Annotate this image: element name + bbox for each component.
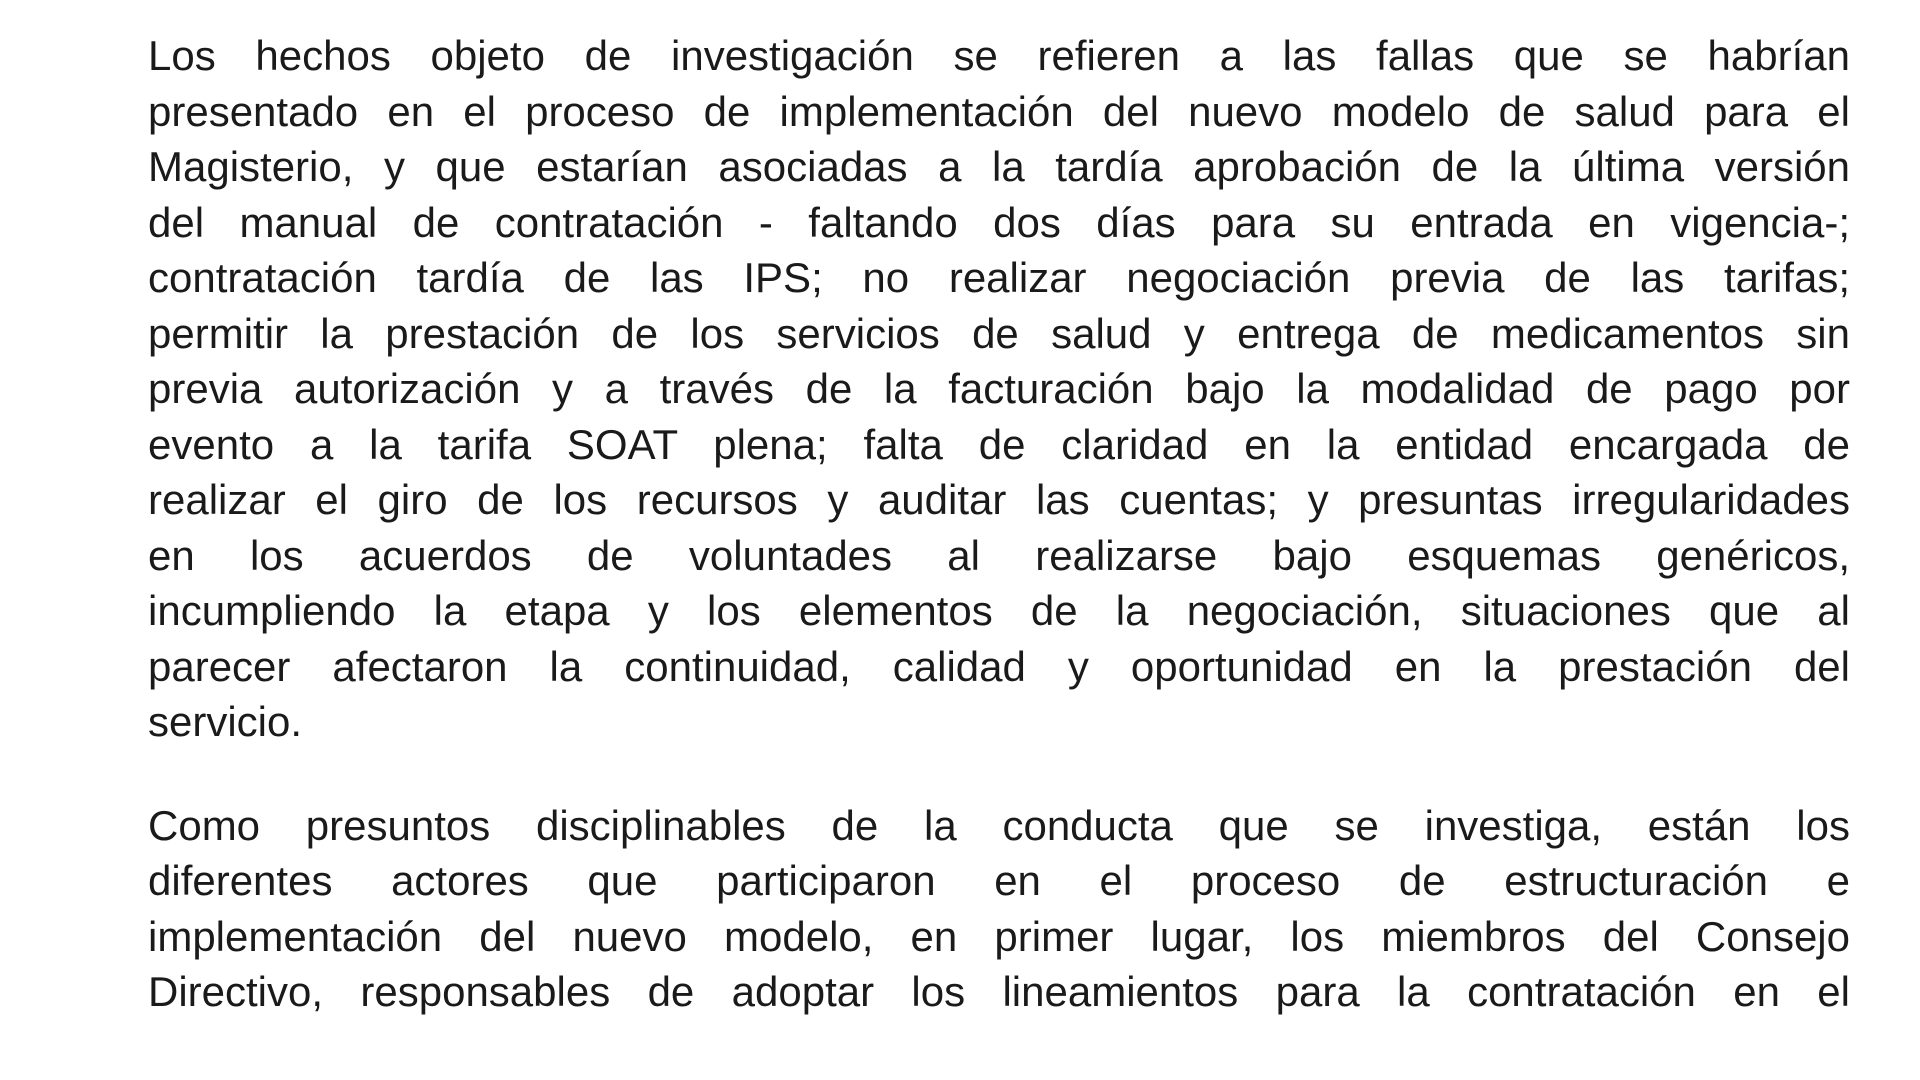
text-line: Como presuntos disciplinables de la conducta que se investiga, están los <box>148 801 1850 849</box>
text-line: en los acuerdos de voluntades al realizarse bajo esquemas genéricos, <box>148 531 1850 579</box>
paragraph-alleged-disciplinables <box>148 798 1850 1020</box>
text-line: diferentes actores que participaron en el proceso de estructuración e <box>148 857 1850 904</box>
text-line: realizar el giro de los recursos y auditar las cuentas; y presuntas irregularidades <box>148 476 1850 523</box>
text-line: presentado en el proceso de implementación del nuevo modelo de salud para el <box>148 87 1850 135</box>
document-body <box>148 28 1850 1068</box>
text-line: contratación tardía de las IPS; no realizar negociación previa de las tarifas; <box>148 254 1850 301</box>
text-line: previa autorización y a través de la facturación bajo la modalidad de pago por <box>148 365 1850 412</box>
paragraph-investigated-facts <box>148 28 1850 750</box>
text-line: Magisterio, y que estarían asociadas a la tardía aprobación de la última versión <box>148 143 1850 190</box>
text-line: del manual de contratación - faltando dos días para su entrada en vigencia-; <box>148 198 1850 246</box>
text-line: evento a la tarifa SOAT plena; falta de claridad en la entidad encargada de <box>148 420 1850 468</box>
text-line: implementación del nuevo modelo, en primer lugar, los miembros del Consejo <box>148 912 1850 960</box>
text-line: parecer afectaron la continuidad, calidad y oportunidad en la prestación del <box>148 642 1850 690</box>
text-line: Directivo, responsables de adoptar los lineamientos para la contratación en el <box>148 968 1850 1015</box>
text-line: incumpliendo la etapa y los elementos de la negociación, situaciones que al <box>148 587 1850 634</box>
text-line: Los hechos objeto de investigación se refieren a las fallas que se habrían <box>148 32 1850 79</box>
text-line: servicio. <box>148 698 303 745</box>
text-line: permitir la prestación de los servicios de salud y entrega de medicamentos sin <box>148 309 1850 357</box>
